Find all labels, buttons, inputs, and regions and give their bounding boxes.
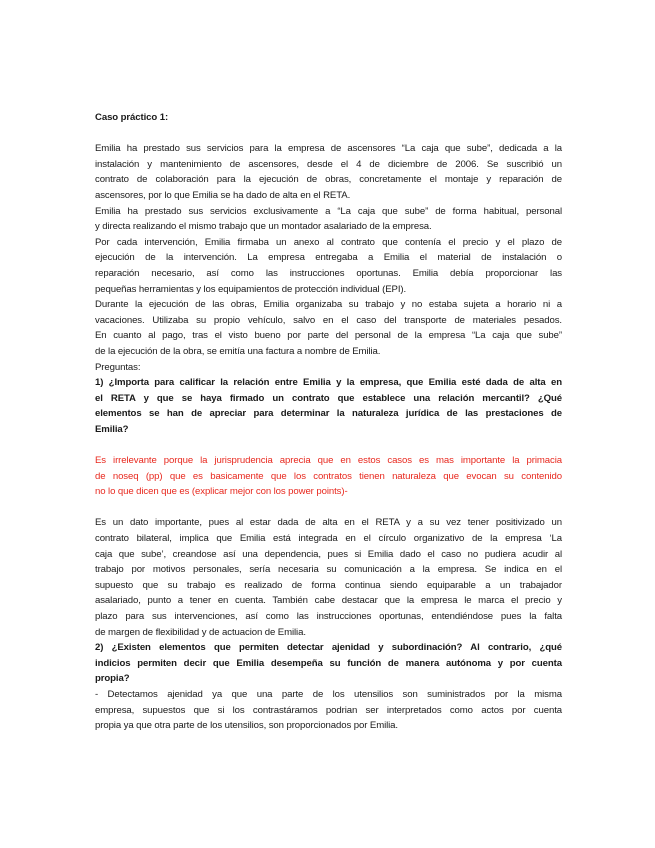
spacer — [95, 437, 562, 453]
question-line: indicios permiten decir que Emilia desempeña su función de manera autónoma y por cuenta — [95, 657, 562, 669]
question-1 — [95, 375, 562, 437]
text-line: empresa, supuestos que si los contrastáramos podrian ser interpretados como actos por cuenta — [95, 704, 562, 716]
text-line: Es un dato importante, pues al estar dada de alta en el RETA y a su vez tener positivizado un — [95, 517, 562, 529]
text-line: Durante la ejecución de las obras, Emilia organizaba su trabajo y no estaba sujeta a horario ni a — [95, 299, 562, 311]
question-2 — [95, 640, 562, 687]
text-line: vacaciones. Utilizaba su propio vehículo, salvo en el caso del transporte de materiales pesados. — [95, 314, 562, 326]
text-line: supuesto que su trabajo es realizado de forma continua siendo equiparable a un trabajador — [95, 579, 562, 591]
note-line: no lo que dicen que es (explicar mejor con los power points)- — [95, 486, 348, 498]
question-line: propia? — [95, 673, 130, 685]
text-line: ascensores, por lo que Emilia se ha dado de alta en el RETA. — [95, 189, 351, 201]
text-line: trabajo por motivos personales, sería necesaria su comunicación a la empresa. Se indica en el — [95, 564, 562, 576]
document-body — [95, 110, 562, 734]
text-line: - Detectamos ajenidad ya que una parte de los utensilios son suministrados por la misma — [95, 688, 562, 700]
answer-1 — [95, 515, 562, 640]
text-line: plazo para sus intervenciones, así como las instrucciones oportunas, entendiéndose pues la falta — [95, 611, 562, 622]
case-statement — [95, 141, 562, 375]
text-line: reparación necesario, así como las instrucciones oportunas. Emilia debía proporcionar las — [95, 267, 562, 279]
spacer — [95, 500, 562, 516]
question-line: el RETA y que se haya firmado un contrato que establece una relación mercantil? ¿Qué — [95, 392, 562, 404]
text-line: Preguntas: — [95, 361, 141, 373]
text-line: Emilia ha prestado sus servicios exclusivamente a “La caja que sube” de forma habitual, personal — [95, 205, 562, 217]
text-line: y directa realizando el mismo trabajo que un montador asalariado de la empresa. — [95, 221, 432, 233]
note-line: Es irrelevante porque la jurisprudencia aprecia que en estos casos es mas importante la primacia — [95, 455, 562, 467]
question-line: Emilia? — [95, 423, 129, 435]
text-line: de la ejecución de la obra, se emitía una factura a nombre de Emilia. — [95, 345, 381, 357]
answer-1-note — [95, 453, 562, 500]
text-line: Emilia ha prestado sus servicios para la empresa de ascensores “La caja que sube”, dedicada a la — [95, 143, 562, 155]
question-line: 1) ¿Importa para calificar la relación entre Emilia y la empresa, que Emilia esté dada de alta en — [95, 377, 562, 389]
question-line: elementos se han de apreciar para determinar la naturaleza jurídica de las prestaciones de — [95, 408, 562, 420]
text-line: asalariado, punto a tener en cuenta. También cabe destacar que la empresa le marca el precio y — [95, 595, 562, 607]
text-line: caja que sube’, creandose así una dependencia, pues si Emilia dado el caso no pudiera acudir al — [95, 548, 562, 560]
text-line: Por cada intervención, Emilia firmaba un anexo al contrato que contenía el precio y el plazo de — [95, 236, 562, 248]
text-line: ejecución de la intervención. La empresa entregaba a Emilia el material de instalación o — [95, 252, 562, 264]
text-line: instalación y mantenimiento de ascensores, desde el 4 de diciembre de 2006. Se suscribió un — [95, 158, 562, 170]
text-line: contrato de colaboración para la ejecución de obras, concretamente el montaje y reparación de — [95, 174, 562, 186]
text-line: contrato bilateral, implica que Emilia está integrada en el círculo organizativo de la empresa ‘La — [95, 533, 562, 545]
spacer — [95, 126, 562, 142]
text-line: pequeñas herramientas y los equipamientos de protección individual (EPI). — [95, 283, 407, 295]
note-line: de noseq (pp) que es basicamente que los contratos tienen naturaleza que evocan su contenido — [95, 470, 562, 482]
answer-2 — [95, 687, 562, 734]
text-line: propia ya que otra parte de los utensilios, son proporcionados por Emilia. — [95, 720, 398, 732]
case-title: Caso práctico 1: — [95, 112, 169, 123]
text-line: En cuanto al pago, tras el visto bueno por parte del personal de la empresa “La caja que sube” — [95, 330, 562, 342]
text-line: de margen de flexibilidad y de actuacion de Emilia. — [95, 626, 306, 638]
question-line: 2) ¿Existen elementos que permiten detectar ajenidad y subordinación? Al contrario, ¿qué — [95, 642, 562, 654]
